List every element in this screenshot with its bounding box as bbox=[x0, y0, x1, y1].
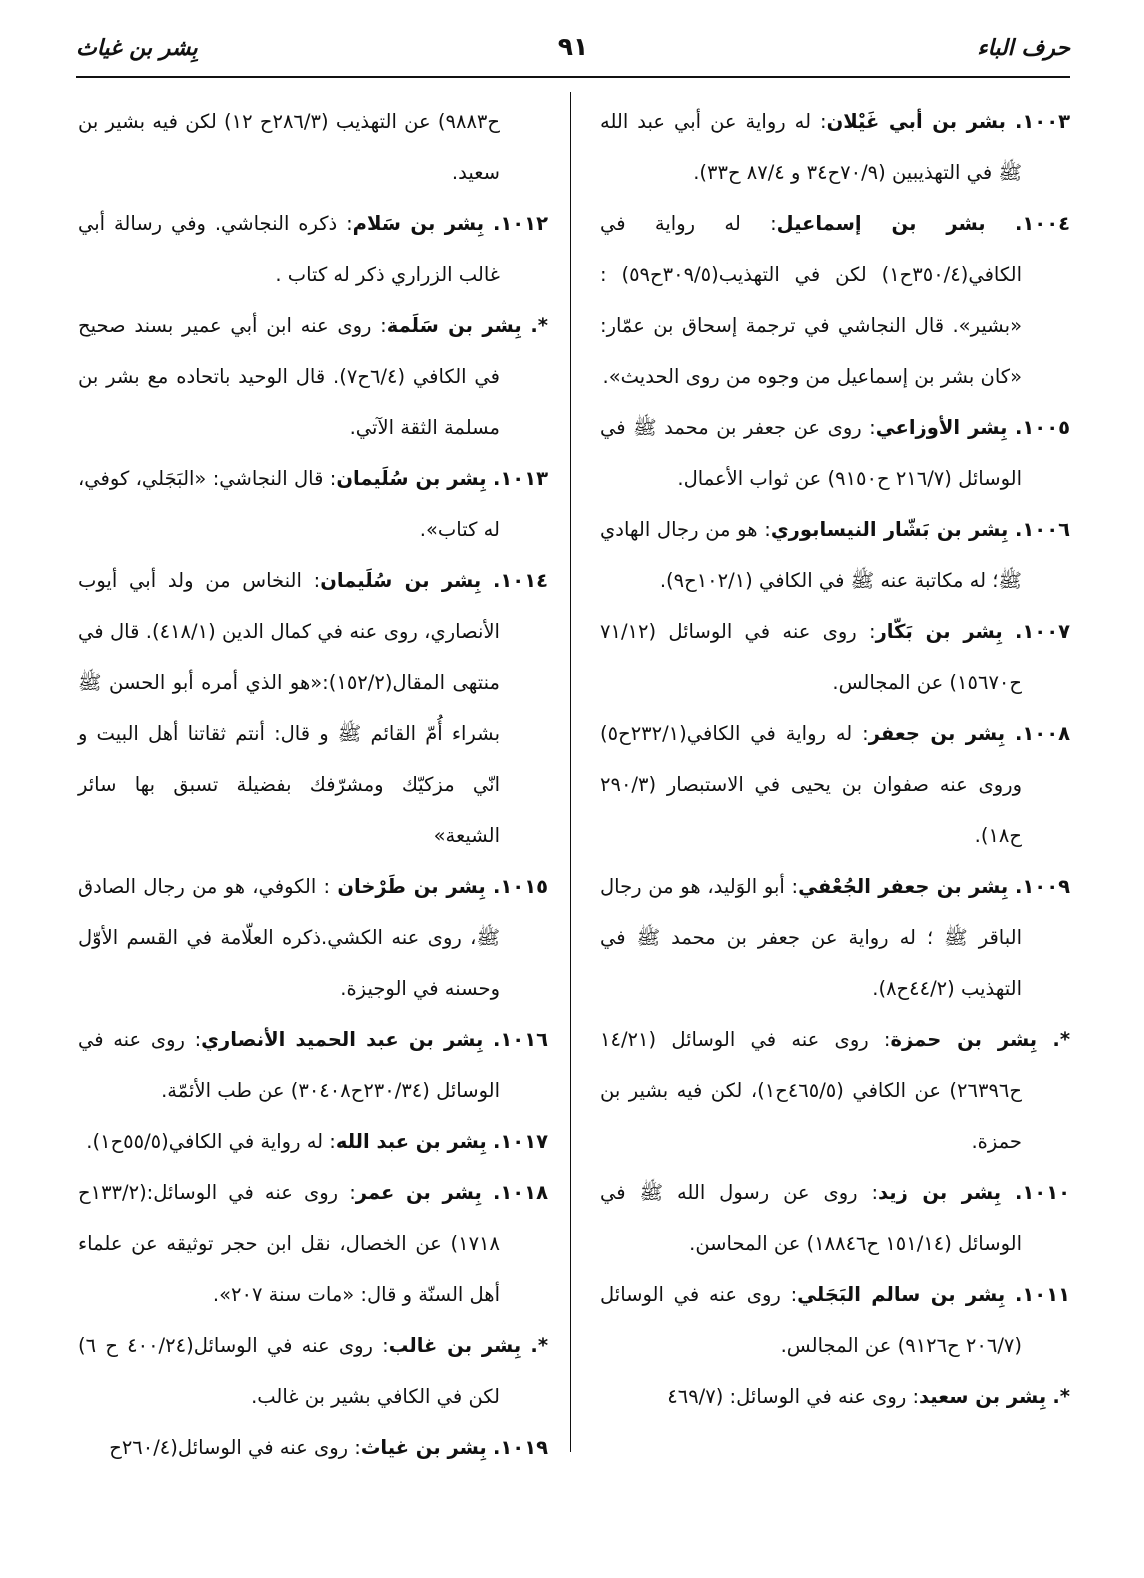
entry-name: بِشر بن غياث bbox=[360, 1436, 487, 1459]
entry-number: ١٠٠٦. bbox=[1014, 518, 1071, 541]
entry-number: ١٠١٠. bbox=[1014, 1181, 1070, 1204]
entry-1005 bbox=[600, 402, 1070, 504]
entry-text: : له رواية في الكافي(٥٥/٥ح١). bbox=[86, 1130, 336, 1153]
entry-text: : قال النجاشي: «البَجَلي، كوفي، له كتاب». bbox=[78, 467, 500, 541]
entry-1003 bbox=[600, 96, 1070, 198]
entry-text: : روى عنه في الوسائل (١٤/٢١ ح٢٦٣٩٦) عن الكافي (٤٦٥/٥ح١)، لكن فيه بشير بن حمزة. bbox=[600, 1028, 1022, 1153]
entry-1019 bbox=[78, 1422, 548, 1473]
entry-1013 bbox=[78, 453, 548, 555]
right-column bbox=[600, 96, 1070, 1422]
entry-text: : روى عنه في الوسائل:(١٣٣/٢ح ١٧١٨) عن الخصال، نقل ابن حجر توثيقه عن علماء أهل السنّة و قال: «مات سنة ٢٠٧». bbox=[78, 1181, 500, 1306]
entry-1006 bbox=[600, 504, 1070, 606]
entry-1007 bbox=[600, 606, 1070, 708]
entry-number: ١٠١٤. bbox=[492, 569, 548, 592]
entry-text: ح٩٨٨٣) عن التهذيب (٢٨٦/٣ح ١٢) لكن فيه بشير بن سعيد. bbox=[78, 110, 500, 184]
entry-name: بِشر بن بَشّار النيسابوري bbox=[770, 518, 1009, 541]
page-header bbox=[76, 30, 1070, 70]
chapter-title: حرف الباء bbox=[977, 36, 1070, 61]
left-column bbox=[78, 96, 548, 1473]
entry-number: ١٠١٥. bbox=[492, 875, 548, 898]
entry-number: *. bbox=[1052, 1028, 1071, 1051]
entry-name: بشر بن إسماعيل bbox=[776, 212, 986, 235]
entry-number: ١٠٠٣. bbox=[1014, 110, 1070, 133]
entry-text: : روى عن رسول الله ﷺ في الوسائل (١٥١/١٤ ح١٨٨٤٦) عن المحاسن. bbox=[600, 1181, 1022, 1255]
entry-name: بِشر بن عمر bbox=[355, 1181, 482, 1204]
entry-number: ١٠٠٨. bbox=[1014, 722, 1070, 745]
entry-number: *. bbox=[530, 1334, 549, 1357]
entry-name: بشر بن أبي غَيْلان bbox=[826, 110, 1006, 133]
entry-number: ١٠٠٥. bbox=[1014, 416, 1070, 439]
entry-1015 bbox=[78, 861, 548, 1014]
entry-name: بِشر بن غالب bbox=[388, 1334, 522, 1357]
entry-1014 bbox=[78, 555, 548, 861]
entry-number: ١٠١٧. bbox=[492, 1130, 548, 1153]
entry-number: ١٠١٢. bbox=[492, 212, 548, 235]
entry-1008 bbox=[600, 708, 1070, 861]
entry-name: بِشر بن سُلَيمان bbox=[320, 569, 482, 592]
entry-name: بِشر بن جعفر bbox=[868, 722, 1006, 745]
entry-text: : هو من رجال الهادي ﷺ؛ له مكاتبة عنه ﷺ في الكافي (١٠٢/١ح٩). bbox=[600, 518, 1022, 592]
entry-number: ١٠١٨. bbox=[492, 1181, 548, 1204]
entry-star-ghalib bbox=[78, 1320, 548, 1422]
entry-text: : روى عن جعفر بن محمد ﷺ في الوسائل (٢١٦/٧ ح٩١٥٠) عن ثواب الأعمال. bbox=[600, 416, 1022, 490]
entry-text: : روى عنه في الوسائل (٢٣٠/٣٤ح٣٠٤٠٨) عن طب الأئمّة. bbox=[78, 1028, 500, 1102]
entry-name: بِشر بن عبد الله bbox=[335, 1130, 487, 1153]
entry-1012 bbox=[78, 198, 548, 300]
entry-1004 bbox=[600, 198, 1070, 402]
entry-name: بِشر الأوزاعي bbox=[875, 416, 1008, 439]
entry-number: ١٠١٩. bbox=[492, 1436, 548, 1459]
entry-name: بِشر بن سعيد bbox=[919, 1385, 1047, 1408]
entry-name: بِشر بن طَرْخان bbox=[337, 875, 486, 898]
page-number: ٩١ bbox=[557, 32, 589, 61]
entry-number: ١٠٠٤. bbox=[1014, 212, 1070, 235]
entry-number: *. bbox=[530, 314, 548, 337]
entry-number: ١٠١٦. bbox=[492, 1028, 549, 1051]
entry-text: : روى عنه في الوسائل (٧١/١٢ ح١٥٦٧٠) عن المجالس. bbox=[600, 620, 1022, 694]
entry-1017 bbox=[78, 1116, 548, 1167]
entry-1011 bbox=[600, 1269, 1070, 1371]
entry-number: ١٠١٣. bbox=[492, 467, 549, 490]
entry-text: : روى عنه في الوسائل(٢٦٠/٤ح bbox=[109, 1436, 361, 1459]
entry-star-salama bbox=[78, 300, 548, 453]
header-rule bbox=[76, 76, 1070, 78]
entry-continuation bbox=[78, 96, 548, 198]
entry-text: : ذكره النجاشي. وفي رسالة أبي غالب الزراري ذكر له كتاب . bbox=[78, 212, 500, 286]
entry-text: : له رواية في الكافي(٢٣٢/١ح٥) وروى عنه صفوان بن يحيى في الاستبصار (٢٩٠/٣ ح١٨). bbox=[600, 722, 1022, 847]
entry-1010 bbox=[600, 1167, 1070, 1269]
entry-text: : روى عنه في الوسائل: (٤٦٩/٧ bbox=[667, 1385, 920, 1408]
entry-name: بِشر بن حمزة bbox=[890, 1028, 1038, 1051]
column-divider bbox=[570, 92, 571, 1452]
entry-name: بِشر بن عبد الحميد الأنصاري bbox=[201, 1028, 484, 1051]
entry-name: بِشر بن جعفر الجُعْفي bbox=[798, 875, 1009, 898]
entry-text: : الكوفي، هو من رجال الصادق ﷺ، روى عنه الكشي.ذكره العلّامة في القسم الأوّل وحسنه في الوجيزة. bbox=[78, 875, 500, 1000]
entry-star-hamza bbox=[600, 1014, 1070, 1167]
entry-text: : أبو الوَليد، هو من رجال الباقر ﷺ ؛ له رواية عن جعفر بن محمد ﷺ في التهذيب (٤٤/٢ح٨). bbox=[600, 875, 1022, 1000]
entry-name: بِشر بن بَكّار bbox=[875, 620, 1003, 643]
entry-star-said bbox=[600, 1371, 1070, 1422]
entry-number: ١٠٠٧. bbox=[1014, 620, 1070, 643]
entry-name: بِشر بن سَلَمة bbox=[386, 314, 522, 337]
entry-text: : له رواية في الكافي(٣٥٠/٤ح١) لكن في التهذيب(٣٠٩/٥ح٥٩) : «بشير». قال النجاشي في ترجمة إسحاق بن عمّار: «كان بشر بن إسماعيل من وجوه من روى الحديث». bbox=[600, 212, 1022, 388]
entry-name: بِشر بن سُلَيمان bbox=[336, 467, 487, 490]
entry-name: بِشر بن زيد bbox=[878, 1181, 1002, 1204]
running-title: بِشر بن غياث bbox=[76, 36, 198, 61]
entry-text: : روى عنه في الوسائل(٤٠٠/٢٤ ح ٦) لكن في الكافي بشير بن غالب. bbox=[78, 1334, 500, 1408]
entry-number: ١٠٠٩. bbox=[1014, 875, 1070, 898]
entry-1016 bbox=[78, 1014, 548, 1116]
entry-number: *. bbox=[1052, 1385, 1070, 1408]
entry-text: : روى عنه ابن أبي عمير بسند صحيح في الكافي (٦/٤ح٧). قال الوحيد باتحاده مع بشر بن مسلمة الثقة الآتي. bbox=[78, 314, 500, 439]
entry-name: بِشر بن سَلام bbox=[352, 212, 485, 235]
entry-name: بِشر بن سالم البَجَلي bbox=[797, 1283, 1006, 1306]
entry-text: : النخاس من ولد أبي أيوب الأنصاري، روى عنه في كمال الدين (٤١٨/١). قال في منتهى المقال(١٥٢/٢):«هو الذي أمره أبو الحسن ﷺ بشراء أُمّ القائم ﷺ و قال: أنتم ثقاتنا أهل البيت و انّي مزكيّك ومشرّفك بفضيلة تسبق بها سائر الشيعة» bbox=[78, 569, 500, 847]
entry-text: : له رواية عن أبي عبد الله ﷺ في التهذيبين (٧٠/٩ح٣٤ و ٨٧/٤ ح٣٣). bbox=[600, 110, 1022, 184]
entry-1018 bbox=[78, 1167, 548, 1320]
entry-number: ١٠١١. bbox=[1014, 1283, 1071, 1306]
entry-text: : روى عنه في الوسائل (٢٠٦/٧ ح٩١٢٦) عن المجالس. bbox=[600, 1283, 1022, 1357]
entry-1009 bbox=[600, 861, 1070, 1014]
